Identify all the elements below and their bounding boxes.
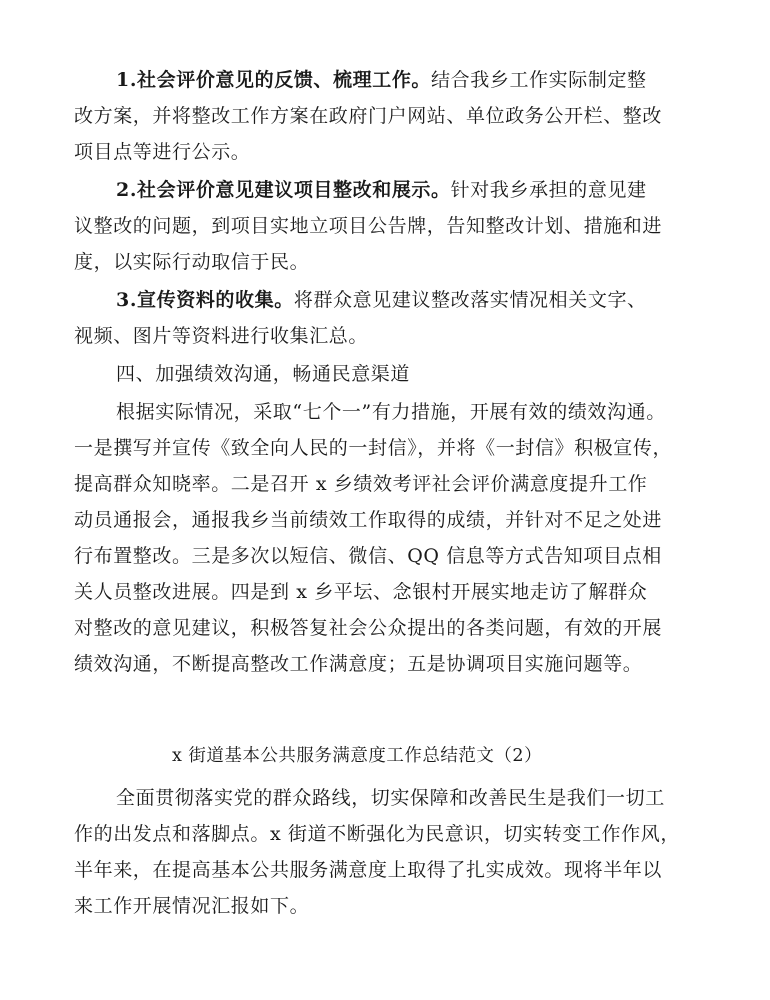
- item2-heading: 2.社会评价意见建议项目整改和展示。: [116, 179, 451, 201]
- item3-heading: 3.宣传资料的收集。: [116, 289, 294, 311]
- item1-line-3: 项目点等进行公示。: [74, 141, 251, 163]
- item1-text: 结合我乡工作实际制定整: [431, 69, 647, 91]
- body-line: 一是撰写并宣传《致全向人民的一封信》，并将《一封信》积极宣传，: [74, 437, 673, 459]
- item3-first-line: [116, 288, 647, 312]
- item1-line-2: 改方案，并将整改工作方案在政府门户网站、单位政务公开栏、整改: [74, 105, 663, 127]
- item2-line-3: 度，以实际行动取信于民。: [74, 251, 310, 273]
- section-heading: 四、加强绩效沟通，畅通民意渠道: [116, 363, 411, 385]
- item2-line-2: 议整改的问题，到项目实地立项目公告牌，告知整改计划、措施和进: [74, 215, 663, 237]
- body-line: 半年来，在提高基本公共服务满意度上取得了扎实成效。现将半年以: [74, 859, 663, 881]
- body-line: 关人员整改进展。四是到 x 乡平坛、念银村开展实地走访了解群众: [74, 581, 648, 603]
- item1-heading: 1.社会评价意见的反馈、梳理工作。: [116, 69, 432, 91]
- item2-text: 针对我乡承担的意见建: [450, 179, 647, 201]
- item2-first-line: [116, 178, 647, 202]
- body-line: 动员通报会，通报我乡当前绩效工作取得的成绩，并针对不足之处进: [74, 509, 663, 531]
- item3-text: 将群众意见建议整改落实情况相关文字、: [293, 289, 647, 311]
- body-line: 根据实际情况，采取“七个一”有力措施，开展有效的绩效沟通。: [116, 401, 666, 423]
- body-line: 对整改的意见建议，积极答复社会公众提出的各类问题，有效的开展: [74, 617, 663, 639]
- document-title: x 街道基本公共服务满意度工作总结范文（2）: [172, 746, 543, 766]
- item1-first-line: [116, 68, 647, 92]
- body-line: 作的出发点和落脚点。x 街道不断强化为民意识，切实转变工作作风，: [74, 823, 680, 845]
- item3-line-2: 视频、图片等资料进行收集汇总。: [74, 325, 369, 347]
- body-line: 全面贯彻落实党的群众路线，切实保障和改善民生是我们一切工: [116, 787, 665, 809]
- body-line: 行布置整改。三是多次以短信、微信、QQ 信息等方式告知项目点相: [74, 545, 662, 567]
- body-line: 提高群众知晓率。二是召开 x 乡绩效考评社会评价满意度提升工作: [74, 473, 648, 495]
- body-line: 绩效沟通，不断提高整改工作满意度；五是协调项目实施问题等。: [74, 653, 643, 675]
- body-line: 来工作开展情况汇报如下。: [74, 895, 310, 917]
